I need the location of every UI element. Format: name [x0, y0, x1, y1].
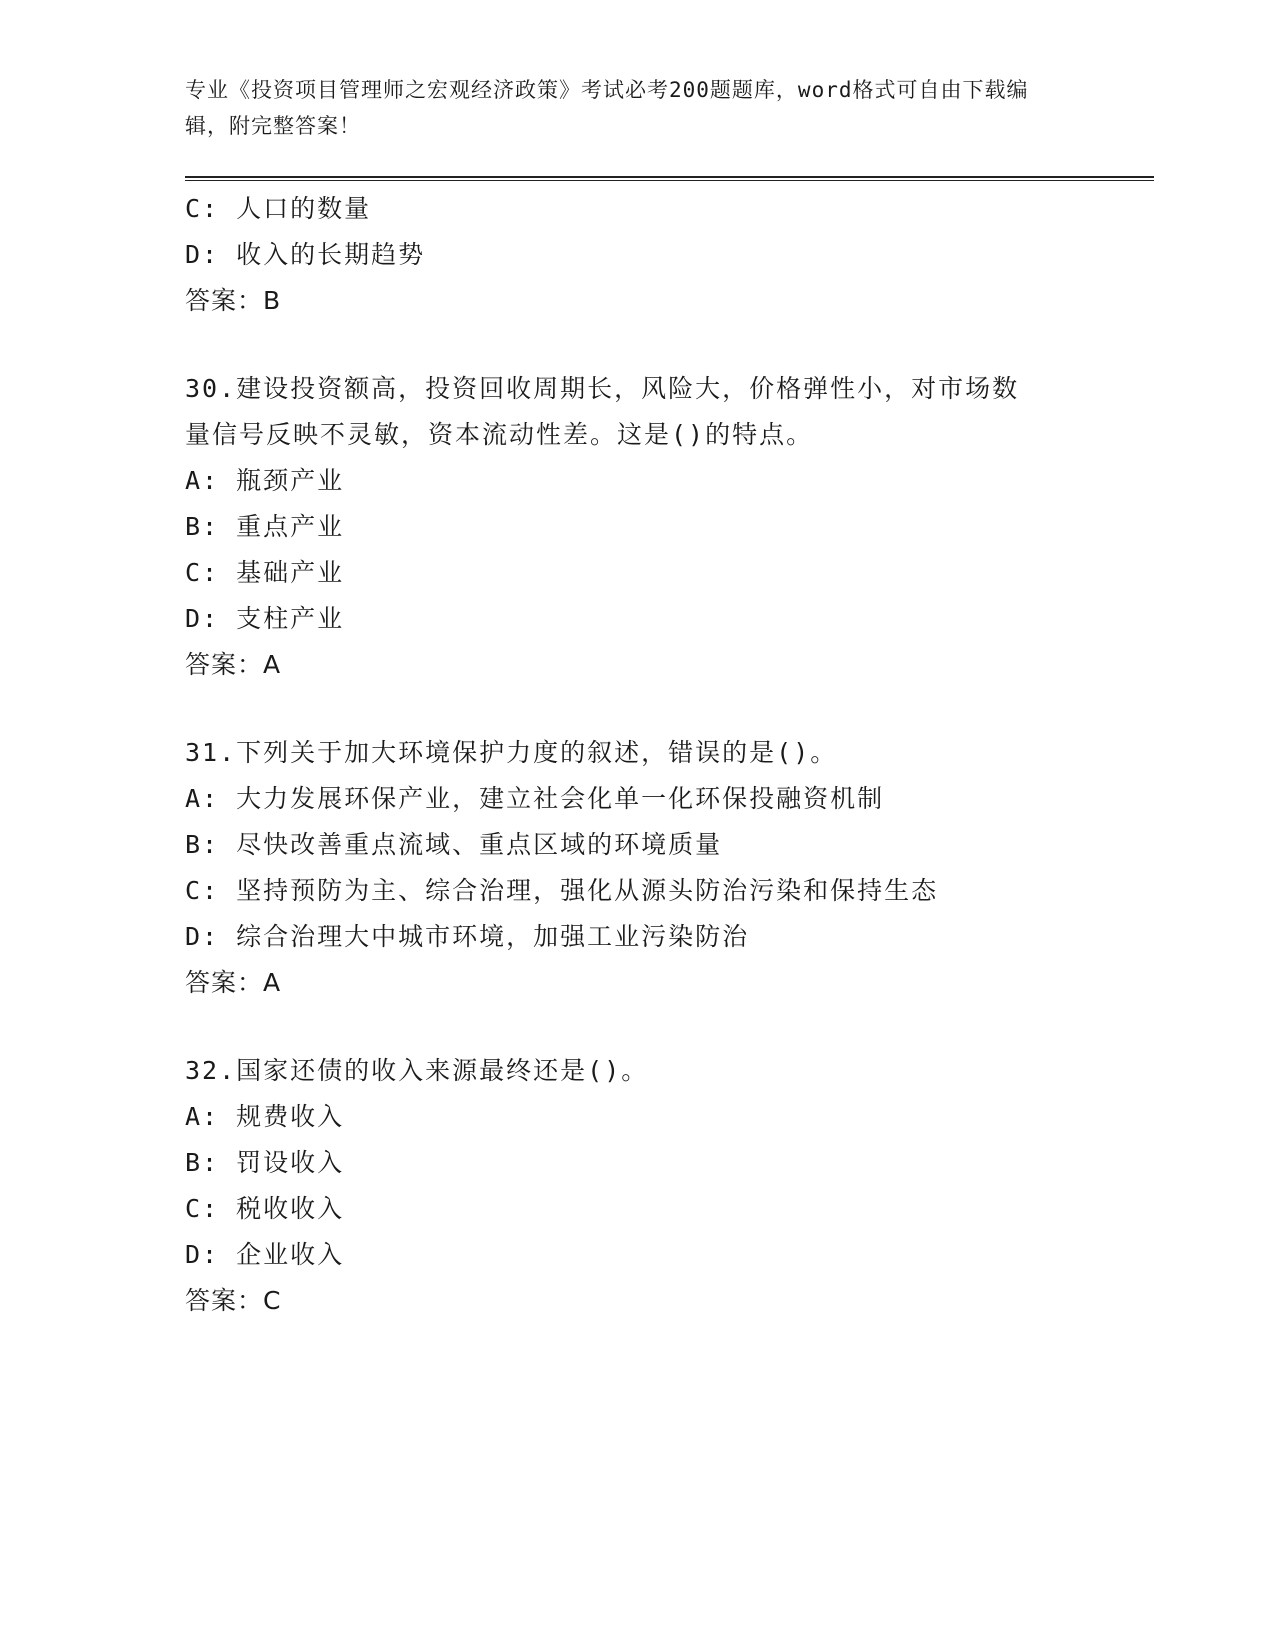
question-stem-line: 31.下列关于加大环境保护力度的叙述，错误的是()。	[185, 738, 838, 767]
option-d: D: 收入的长期趋势	[185, 240, 426, 269]
option-d: D: 支柱产业	[185, 604, 345, 633]
question-30	[185, 366, 1085, 688]
spacer	[185, 1006, 1085, 1048]
option-a: A: 规费收入	[185, 1102, 345, 1131]
option-b: B: 尽快改善重点流域、重点区域的环境质量	[185, 830, 723, 859]
option-a: A: 瓶颈产业	[185, 466, 345, 495]
answer-line: 答案：C	[185, 1286, 282, 1315]
question-31	[185, 730, 1085, 1006]
answer-line: 答案：A	[185, 650, 282, 679]
option-d: D: 企业收入	[185, 1240, 345, 1269]
option-b: B: 罚设收入	[185, 1148, 345, 1177]
question-stem-line: 量信号反映不灵敏，资本流动性差。这是()的特点。	[185, 420, 814, 449]
question-32	[185, 1048, 1085, 1324]
question-stem	[185, 366, 1085, 458]
option-b: B: 重点产业	[185, 512, 345, 541]
answer-line: 答案：A	[185, 968, 282, 997]
option-c: C: 人口的数量	[185, 194, 372, 223]
previous-question-tail	[185, 186, 1085, 324]
header-divider	[185, 176, 1154, 181]
page-header-text: 专业《投资项目管理师之宏观经济政策》考试必考200题题库，word格式可自由下载编辑，附完整答案！	[185, 78, 1029, 138]
question-stem	[185, 1048, 1085, 1094]
option-c: C: 税收收入	[185, 1194, 345, 1223]
spacer	[185, 688, 1085, 730]
question-list	[185, 186, 1085, 1324]
option-a: A: 大力发展环保产业，建立社会化单一化环保投融资机制	[185, 784, 885, 813]
answer-line: 答案：B	[185, 286, 282, 315]
question-stem	[185, 730, 1085, 776]
spacer	[185, 324, 1085, 366]
option-d: D: 综合治理大中城市环境，加强工业污染防治	[185, 922, 750, 951]
option-c: C: 基础产业	[185, 558, 345, 587]
option-c: C: 坚持预防为主、综合治理，强化从源头防治污染和保持生态	[185, 876, 939, 905]
question-stem-line: 32.国家还债的收入来源最终还是()。	[185, 1056, 649, 1085]
question-stem-line: 30.建设投资额高，投资回收周期长，风险大，价格弹性小，对市场数	[185, 374, 1020, 403]
